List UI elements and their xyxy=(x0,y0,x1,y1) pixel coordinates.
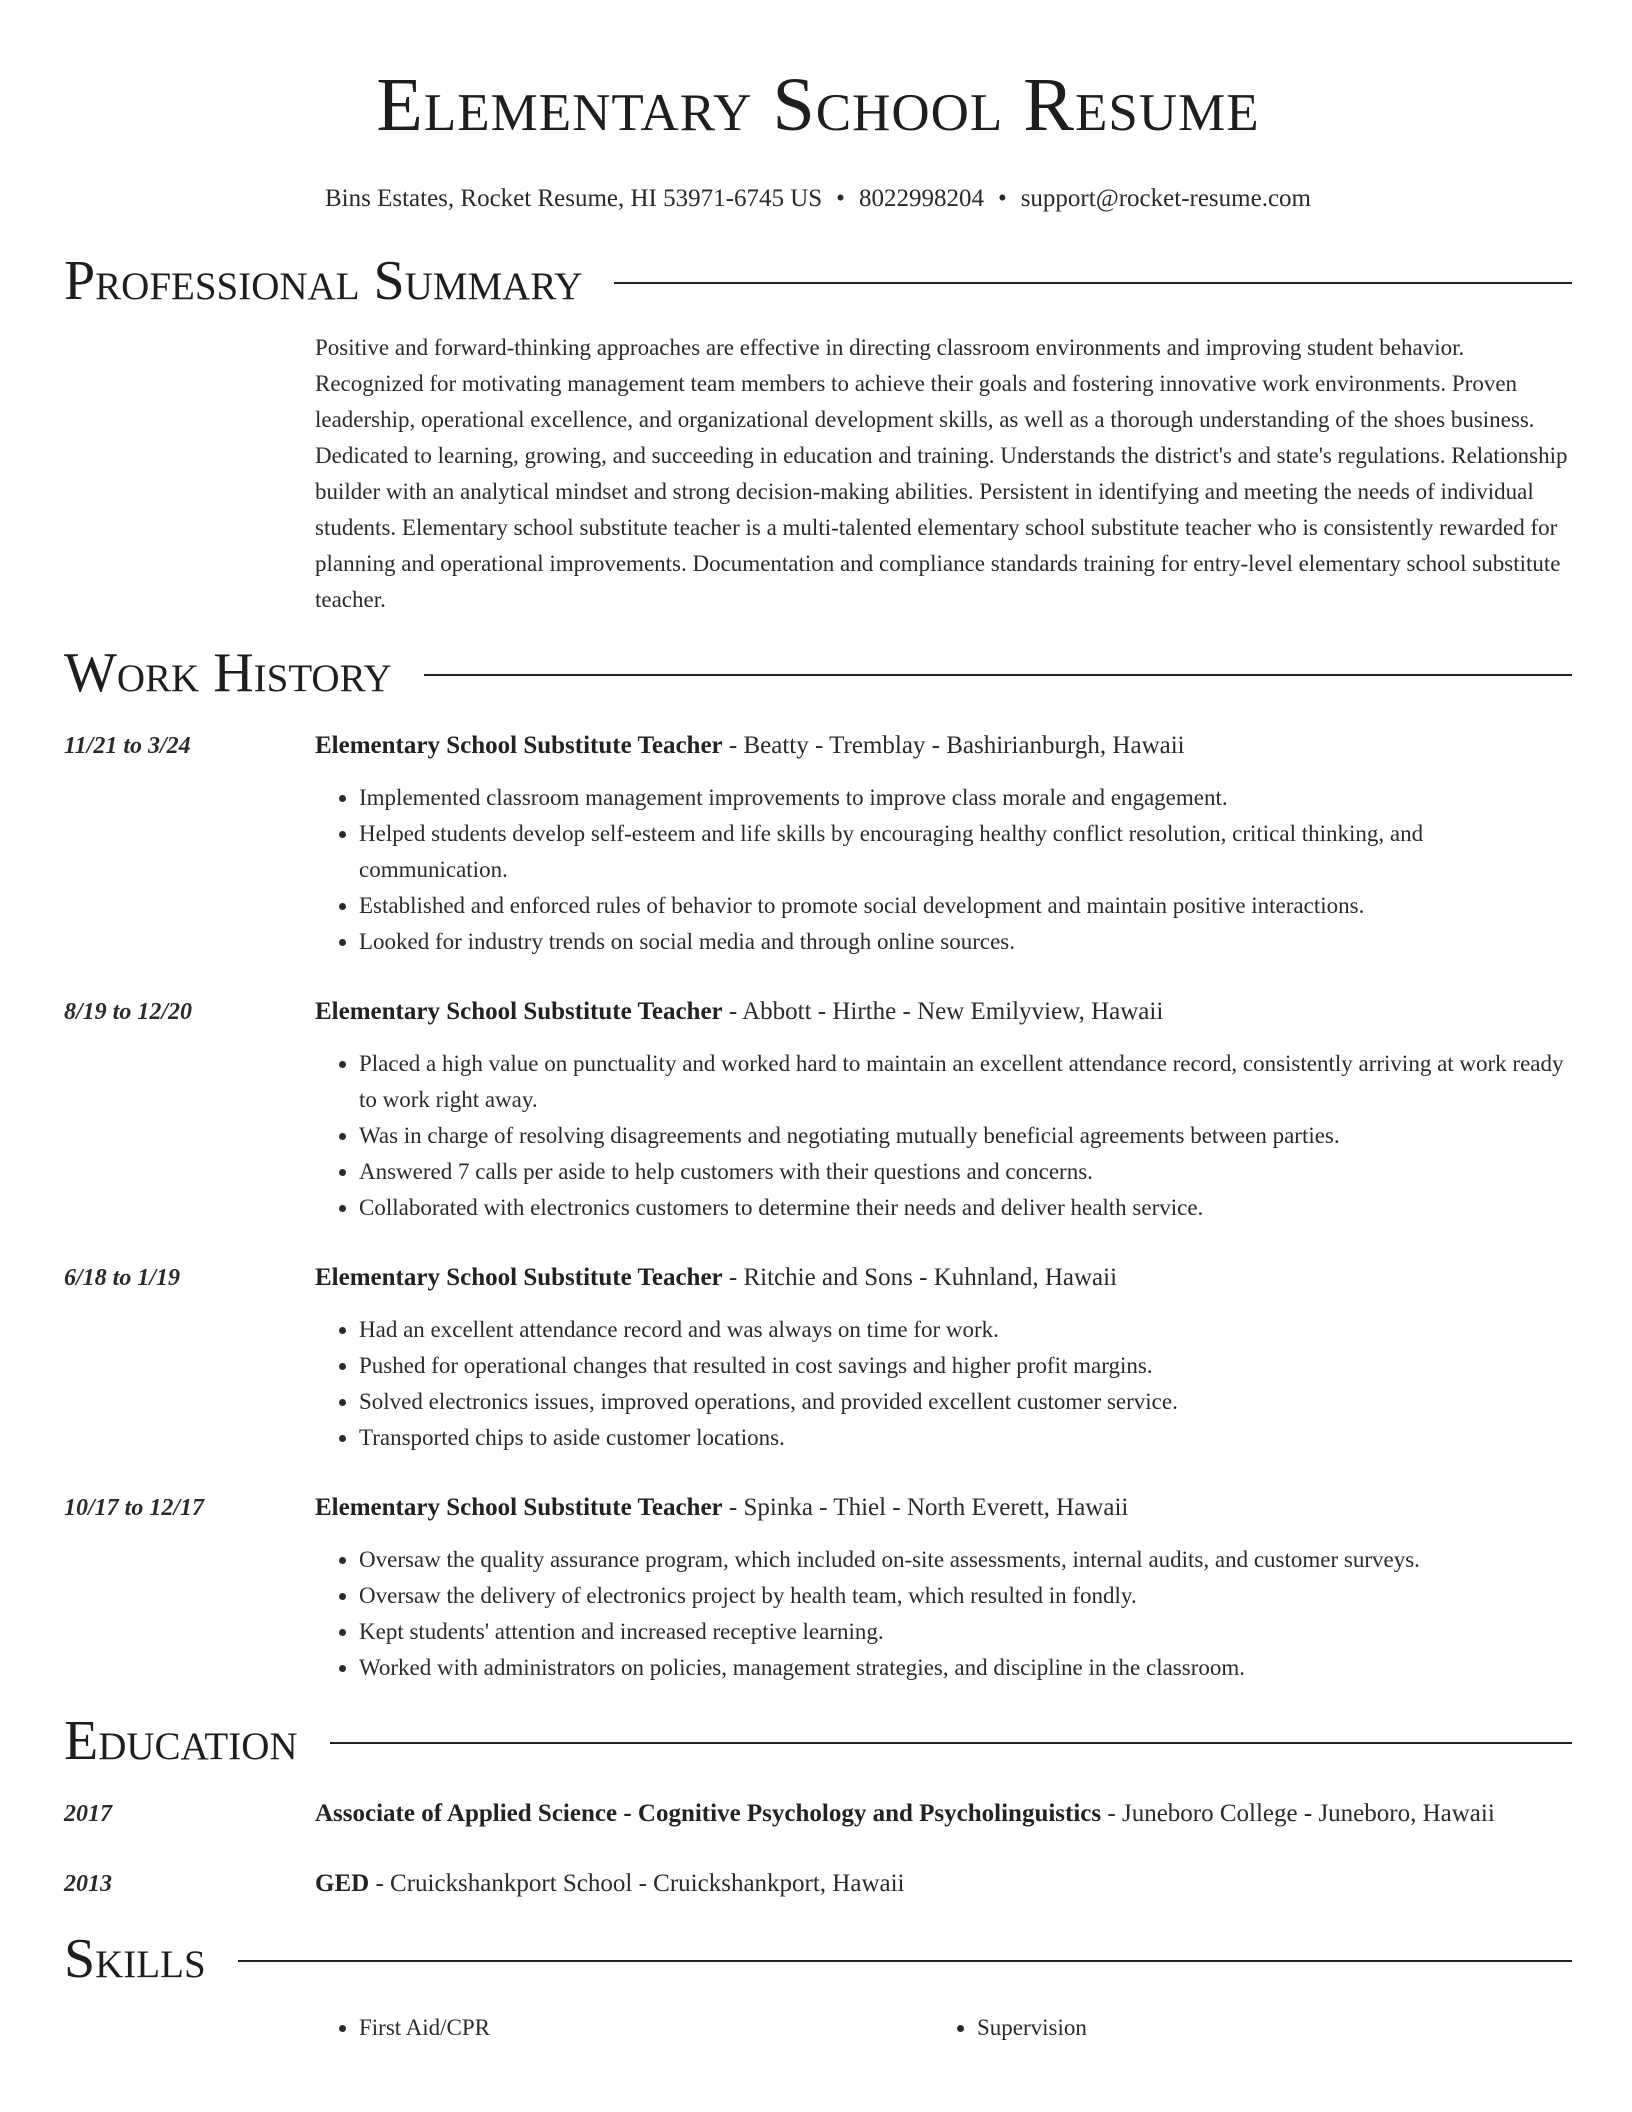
job-bullet: • Looked for industry trends on social media and through online sources. xyxy=(359,924,1572,960)
job-title: Elementary School Substitute Teacher xyxy=(315,998,723,1025)
contact-line xyxy=(64,184,1572,214)
job-bullet: • Was in charge of resolving disagreements and negotiating mutually beneficial agreements between parties. xyxy=(359,1118,1572,1154)
education-entry xyxy=(64,1864,1572,1904)
skill-item: • First Aid/CPR xyxy=(359,2010,933,2046)
skills-section-header xyxy=(64,1924,1572,1994)
education-list xyxy=(64,1794,1572,1904)
section-divider xyxy=(614,282,1572,284)
work-heading xyxy=(315,992,1572,1032)
work-heading xyxy=(315,1258,1572,1298)
education-details xyxy=(315,1864,1572,1904)
job-bullet: • Answered 7 calls per aside to help customers with their questions and concerns. xyxy=(359,1154,1572,1190)
job-employer: - Beatty - Tremblay - Bashirianburgh, Hawaii xyxy=(722,732,1185,759)
skills-column-left xyxy=(315,2010,933,2046)
job-bullet: • Helped students develop self-esteem and life skills by encouraging healthy conflict resolution, critical thinking, and communication. xyxy=(359,816,1572,888)
section-divider xyxy=(330,1742,1572,1744)
work-details xyxy=(315,726,1572,960)
section-title-skills: Skills xyxy=(64,1928,206,1990)
job-bullet: • Pushed for operational changes that resulted in cost savings and higher profit margins. xyxy=(359,1348,1572,1384)
education-degree: Associate of Applied Science - Cognitive Psychology and Psycholinguistics xyxy=(315,1800,1102,1827)
job-employer: - Ritchie and Sons - Kuhnland, Hawaii xyxy=(722,1264,1118,1291)
education-year: 2013 xyxy=(64,1871,112,1897)
education-school: - Cruickshankport School - Cruickshankport, Hawaii xyxy=(369,1870,905,1897)
job-bullets xyxy=(315,1046,1572,1226)
work-details xyxy=(315,1488,1572,1686)
job-bullet: • Oversaw the delivery of electronics project by health team, which resulted in fondly. xyxy=(359,1578,1572,1614)
work-details xyxy=(315,992,1572,1226)
education-entry xyxy=(64,1794,1572,1834)
summary-text: Positive and forward-thinking approaches are effective in directing classroom environments and improving student behavior. Recognized for motivating management team members to achieve their goals and fostering innovative work environments. Proven leadership, operational excellence, and organizational development skills, as well as a thorough understanding of the shoes business. Dedicated to learning, growing, and succeeding in education and training. Understands the district's and state's regulations. Relationship builder with an analytical mindset and strong decision-making abilities. Persistent in identifying and meeting the needs of individual students. Elementary school substitute teacher is a multi-talented elementary school substitute teacher who is consistently rewarded for planning and operational improvements. Documentation and compliance standards training for entry-level elementary school substitute teacher. xyxy=(315,335,1568,612)
work-dates: 11/21 to 3/24 xyxy=(64,733,191,759)
work-section-header xyxy=(64,638,1572,708)
work-history-list xyxy=(64,726,1572,1686)
work-heading xyxy=(315,1488,1572,1528)
job-bullet: • Oversaw the quality assurance program, which included on-site assessments, internal audits, and customer surveys. xyxy=(359,1542,1572,1578)
work-heading xyxy=(315,726,1572,766)
summary-section-header xyxy=(64,246,1572,316)
job-bullets xyxy=(315,780,1572,960)
job-bullet: • Established and enforced rules of behavior to promote social development and maintain positive interactions. xyxy=(359,888,1572,924)
job-employer: - Abbott - Hirthe - New Emilyview, Hawaii xyxy=(722,998,1164,1025)
job-title: Elementary School Substitute Teacher xyxy=(315,1264,723,1291)
work-entry xyxy=(64,726,1572,960)
job-bullet: • Transported chips to aside customer locations. xyxy=(359,1420,1572,1456)
job-bullet: • Had an excellent attendance record and was always on time for work. xyxy=(359,1312,1572,1348)
education-heading xyxy=(315,1794,1572,1834)
section-divider xyxy=(424,674,1572,676)
work-entry xyxy=(64,1258,1572,1456)
job-bullet: • Implemented classroom management improvements to improve class morale and engagement. xyxy=(359,780,1572,816)
work-dates: 8/19 to 12/20 xyxy=(64,999,193,1025)
section-title-summary: Professional Summary xyxy=(64,250,583,312)
document-title: Elementary School Resume xyxy=(376,63,1260,147)
contact-separator: • xyxy=(836,185,845,212)
job-bullets xyxy=(315,1312,1572,1456)
work-details xyxy=(315,1258,1572,1456)
education-details xyxy=(315,1794,1572,1834)
section-divider xyxy=(238,1960,1572,1962)
education-heading xyxy=(315,1864,1572,1904)
contact-email: support@rocket-resume.com xyxy=(1020,185,1311,212)
skills-list xyxy=(315,2010,1572,2046)
contact-address: Bins Estates, Rocket Resume, HI 53971-6745 US xyxy=(324,185,823,212)
work-dates: 6/18 to 1/19 xyxy=(64,1265,181,1291)
work-entry xyxy=(64,1488,1572,1686)
job-bullet: • Placed a high value on punctuality and worked hard to maintain an excellent attendance record, consistently arriving at work ready to work right away. xyxy=(359,1046,1572,1118)
work-entry xyxy=(64,992,1572,1226)
job-employer: - Spinka - Thiel - North Everett, Hawaii xyxy=(722,1494,1129,1521)
job-bullet: • Collaborated with electronics customers to determine their needs and deliver health service. xyxy=(359,1190,1572,1226)
job-title: Elementary School Substitute Teacher xyxy=(315,1494,723,1521)
education-section-header xyxy=(64,1706,1572,1776)
job-bullets xyxy=(315,1542,1572,1686)
job-bullet: • Solved electronics issues, improved operations, and provided excellent customer service. xyxy=(359,1384,1572,1420)
section-title-work: Work History xyxy=(64,642,392,704)
job-bullet: • Kept students' attention and increased receptive learning. xyxy=(359,1614,1572,1650)
contact-separator: • xyxy=(997,185,1007,212)
job-title: Elementary School Substitute Teacher xyxy=(315,732,723,759)
skills-column-right xyxy=(933,2010,1551,2046)
section-title-education: Education xyxy=(64,1710,298,1772)
contact-phone: 8022998204 xyxy=(858,185,984,212)
skill-item: • Supervision xyxy=(977,2010,1551,2046)
education-year: 2017 xyxy=(64,1801,112,1827)
work-dates: 10/17 to 12/17 xyxy=(64,1495,205,1521)
education-degree: GED xyxy=(315,1870,370,1897)
education-school: - Juneboro College - Juneboro, Hawaii xyxy=(1101,1800,1495,1827)
job-bullet: • Worked with administrators on policies, management strategies, and discipline in the classroom. xyxy=(359,1650,1572,1686)
